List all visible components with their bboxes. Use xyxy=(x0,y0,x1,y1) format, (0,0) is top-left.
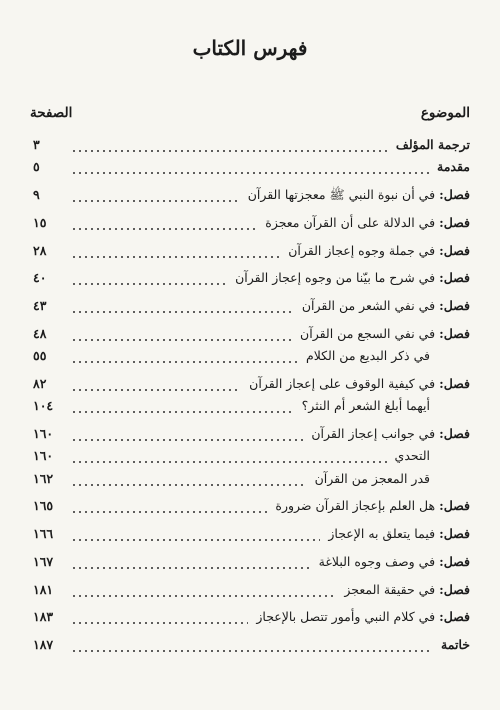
toc-entry xyxy=(33,445,470,467)
prefix-colon: : xyxy=(439,425,444,441)
page-number: ٤٨ xyxy=(33,325,47,341)
entry-title: في وصف وجوه البلاغة xyxy=(318,553,436,569)
page-number: ١٨١ xyxy=(33,581,54,597)
column-headers xyxy=(30,105,470,121)
section-prefix: فصل xyxy=(443,609,470,625)
entry-title: في شرح ما بيّنا من وجوه إعجاز القرآن xyxy=(235,270,436,286)
dot-leader xyxy=(71,606,248,628)
prefix-colon: : xyxy=(439,214,444,230)
entry-title: في أن نبوة النبي ﷺ معجزتها القرآن xyxy=(247,187,436,203)
page-number: ٨٢ xyxy=(33,375,47,391)
section-prefix: فصل xyxy=(443,375,470,391)
toc-entry xyxy=(33,345,470,367)
prefix-colon: : xyxy=(439,270,444,286)
entry-title: في نفي السجع من القرآن xyxy=(300,325,436,341)
toc-entry xyxy=(33,184,470,206)
toc-entry xyxy=(33,551,470,573)
section-prefix: فصل xyxy=(443,526,470,542)
entry-title: في نفي الشعر من القرآن xyxy=(301,298,436,314)
dot-leader xyxy=(71,345,298,367)
section-prefix: فصل xyxy=(443,270,470,286)
dot-leader xyxy=(71,134,388,156)
page-number: ٩ xyxy=(33,187,40,203)
toc-entry xyxy=(33,395,470,417)
entry-title: هل العلم بإعجاز القرآن ضرورة xyxy=(275,498,436,514)
dot-leader xyxy=(71,323,292,345)
page-title: فهرس الكتاب xyxy=(192,36,308,60)
toc-entry xyxy=(33,323,470,345)
entry-title: في كلام النبي وأمور تتصل بالإعجاز xyxy=(256,609,436,625)
toc-entry xyxy=(33,156,470,178)
page-number: ٣ xyxy=(33,137,40,152)
page-number: ١٨٧ xyxy=(33,637,54,652)
toc-entry xyxy=(33,212,470,234)
dot-leader xyxy=(71,295,294,317)
section-prefix: فصل xyxy=(443,242,470,258)
entry-title: أيهما أبلغ الشعر أم النثر؟ xyxy=(301,398,430,414)
page-number: ١٥ xyxy=(33,214,47,230)
page-number: ١٦٦ xyxy=(33,526,54,542)
page-number: ١٦٠ xyxy=(33,425,54,441)
section-prefix: فصل xyxy=(443,425,470,441)
toc-entry xyxy=(33,606,470,628)
prefix-colon: : xyxy=(439,498,444,514)
dot-leader xyxy=(71,395,294,417)
prefix-colon: : xyxy=(439,242,444,258)
dot-leader xyxy=(71,212,257,234)
section-prefix: فصل xyxy=(443,325,470,341)
section-prefix: فصل xyxy=(443,553,470,569)
entry-title: قدر المعجز من القرآن xyxy=(314,470,430,486)
page-number: ١٦٢ xyxy=(33,470,54,486)
dot-leader xyxy=(71,634,433,656)
entry-title: في جملة وجوه إعجاز القرآن xyxy=(288,242,436,258)
dot-leader xyxy=(71,468,307,490)
dot-leader xyxy=(71,579,336,601)
page-number: ١٠٤ xyxy=(33,398,54,414)
prefix-colon: : xyxy=(439,325,444,341)
dot-leader xyxy=(71,423,303,445)
page-number: ١٦٥ xyxy=(33,498,54,514)
section-prefix: فصل xyxy=(443,214,470,230)
dot-leader xyxy=(71,551,311,573)
prefix-colon: : xyxy=(439,526,444,542)
section-prefix: فصل xyxy=(443,581,470,597)
toc-entry xyxy=(33,267,470,289)
page-number: ٢٨ xyxy=(33,242,47,258)
toc-entry xyxy=(33,495,470,517)
table-of-contents xyxy=(33,134,470,656)
prefix-colon: : xyxy=(439,609,444,625)
toc-entry xyxy=(33,468,470,490)
toc-entry xyxy=(33,373,470,395)
toc-entry xyxy=(33,134,470,156)
prefix-colon: : xyxy=(439,581,444,597)
toc-entry xyxy=(33,634,470,656)
dot-leader xyxy=(71,240,280,262)
page-number: ٤٣ xyxy=(33,298,47,314)
entry-title: في كيفية الوقوف على إعجاز القرآن xyxy=(249,375,436,391)
prefix-colon: : xyxy=(439,187,444,203)
dot-leader xyxy=(71,445,387,467)
entry-title: في ذكر البديع من الكلام xyxy=(305,348,430,364)
page-number: ٥ xyxy=(33,159,40,175)
toc-entry xyxy=(33,523,470,545)
entry-title: مقدمة xyxy=(437,159,470,175)
page-number: ١٨٣ xyxy=(33,609,54,625)
topic-header: الموضوع xyxy=(420,105,470,121)
dot-leader xyxy=(71,495,267,517)
dot-leader xyxy=(71,373,241,395)
entry-title: في حقيقة المعجز xyxy=(344,581,436,597)
dot-leader xyxy=(71,523,320,545)
toc-entry xyxy=(33,579,470,601)
entry-title: ترجمة المؤلف xyxy=(395,137,470,152)
dot-leader xyxy=(71,156,429,178)
prefix-colon: : xyxy=(439,553,444,569)
entry-title: خاتمة xyxy=(441,637,470,652)
section-prefix: فصل xyxy=(443,298,470,314)
toc-entry xyxy=(33,240,470,262)
entry-title: فيما يتعلق به الإعجاز xyxy=(328,526,436,542)
page-number: ١٦٧ xyxy=(33,553,54,569)
page-number: ٤٠ xyxy=(33,270,47,286)
page-number: ١٦٠ xyxy=(33,448,54,464)
section-prefix: فصل xyxy=(443,187,470,203)
toc-entry xyxy=(33,295,470,317)
entry-title: في جوانب إعجاز القرآن xyxy=(311,425,436,441)
prefix-colon: : xyxy=(439,298,444,314)
dot-leader xyxy=(71,267,227,289)
dot-leader xyxy=(71,184,240,206)
page-number: ٥٥ xyxy=(33,348,47,364)
section-prefix: فصل xyxy=(443,498,470,514)
page-header: الصفحة xyxy=(30,105,73,121)
entry-title: في الدلالة على أن القرآن معجزة xyxy=(265,214,436,230)
toc-entry xyxy=(33,423,470,445)
entry-title: التحدي xyxy=(394,448,430,464)
prefix-colon: : xyxy=(439,375,444,391)
